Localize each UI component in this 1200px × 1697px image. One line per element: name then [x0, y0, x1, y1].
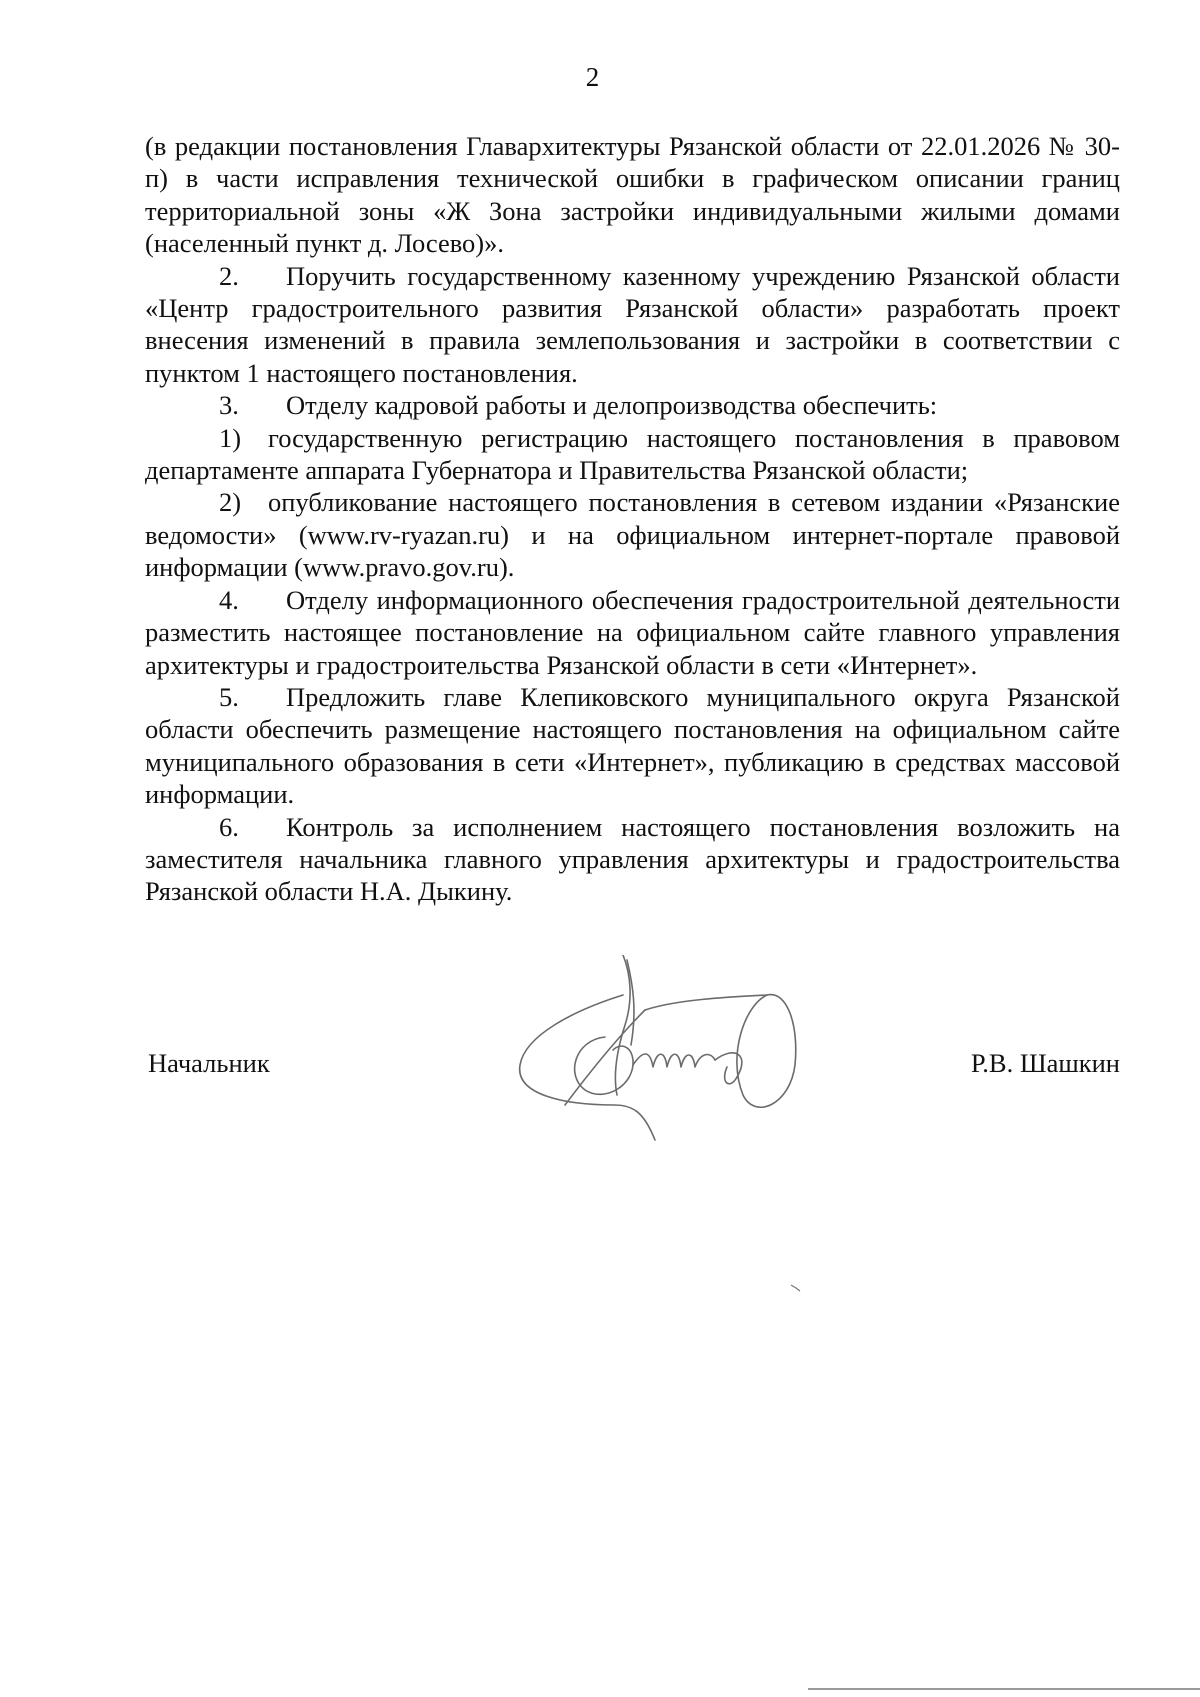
item-text: Контроль за исполнением настоящего постановления возложить на заместителя начальника главного управления архитектуры и градостроительства Рязанской области Н.А. Дыкину.: [145, 811, 1120, 907]
item-number: 4.: [219, 584, 239, 615]
subitem-number: 1): [219, 422, 242, 453]
item-text: Предложить главе Клепиковского муниципального округа Рязанской области обеспечить размещение настоящего постановления на официальном сайте муниципального образования в сети «Интернет», публикацию в средствах массовой информации.: [145, 681, 1120, 810]
paragraph-item-2: [145, 260, 1120, 390]
scan-artifact: [790, 1284, 802, 1292]
paragraph-item-3: [145, 389, 1120, 421]
item-text: Отделу кадровой работы и делопроизводства обеспечить:: [286, 390, 938, 421]
item-number: 2.: [219, 260, 239, 291]
handwritten-signature: [505, 955, 855, 1145]
item-number: 5.: [219, 681, 239, 712]
signatory-name: Р.В. Шашкин: [970, 1048, 1120, 1078]
subitem-number: 2): [219, 487, 242, 518]
item-text: Поручить государственному казенному учреждению Рязанской области «Центр градостроительного развития Рязанской области» разработать проект внесения изменений в правила землепользования и застройки в соответствии с пунктом 1 настоящего постановления.: [145, 260, 1120, 388]
paragraph-subitem-2: [145, 486, 1120, 583]
document-body: [145, 130, 1120, 908]
item-number: 3.: [219, 390, 239, 421]
signatory-title: Начальник: [148, 1048, 270, 1078]
subitem-text: государственную регистрацию настоящего постановления в правовом департаменте аппарата Губернатора и Правительства Рязанской области;: [145, 422, 1120, 486]
page-edge-line: [808, 1688, 1200, 1690]
page-number: 2: [585, 62, 600, 92]
subitem-text: опубликование настоящего постановления в сетевом издании «Рязанские ведомости» (www.rv-ryazan.ru) и на официальном интернет-портале правовой информации (www.pravo.gov.ru).: [145, 487, 1120, 583]
paragraph-item-6: [145, 811, 1120, 908]
paragraph-item-5: [145, 681, 1120, 811]
paragraph-item-4: [145, 584, 1120, 681]
item-text: Отделу информационного обеспечения градостроительной деятельности разместить настоящее постановление на официальном сайте главного управления архитектуры и градостроительства Рязанской области в сети «Интернет».: [145, 584, 1120, 680]
paragraph-subitem-1: [145, 422, 1120, 487]
item-number: 6.: [219, 811, 239, 842]
paragraph-continuation: (в редакции постановления Главархитектуры Рязанской области от 22.01.2026 № 30-п) в части исправления технической ошибки в графическом описании границ территориальной зоны «Ж Зона застройки индивидуальными жилыми домами (населенный пункт д. Лосево)».: [145, 131, 1120, 259]
